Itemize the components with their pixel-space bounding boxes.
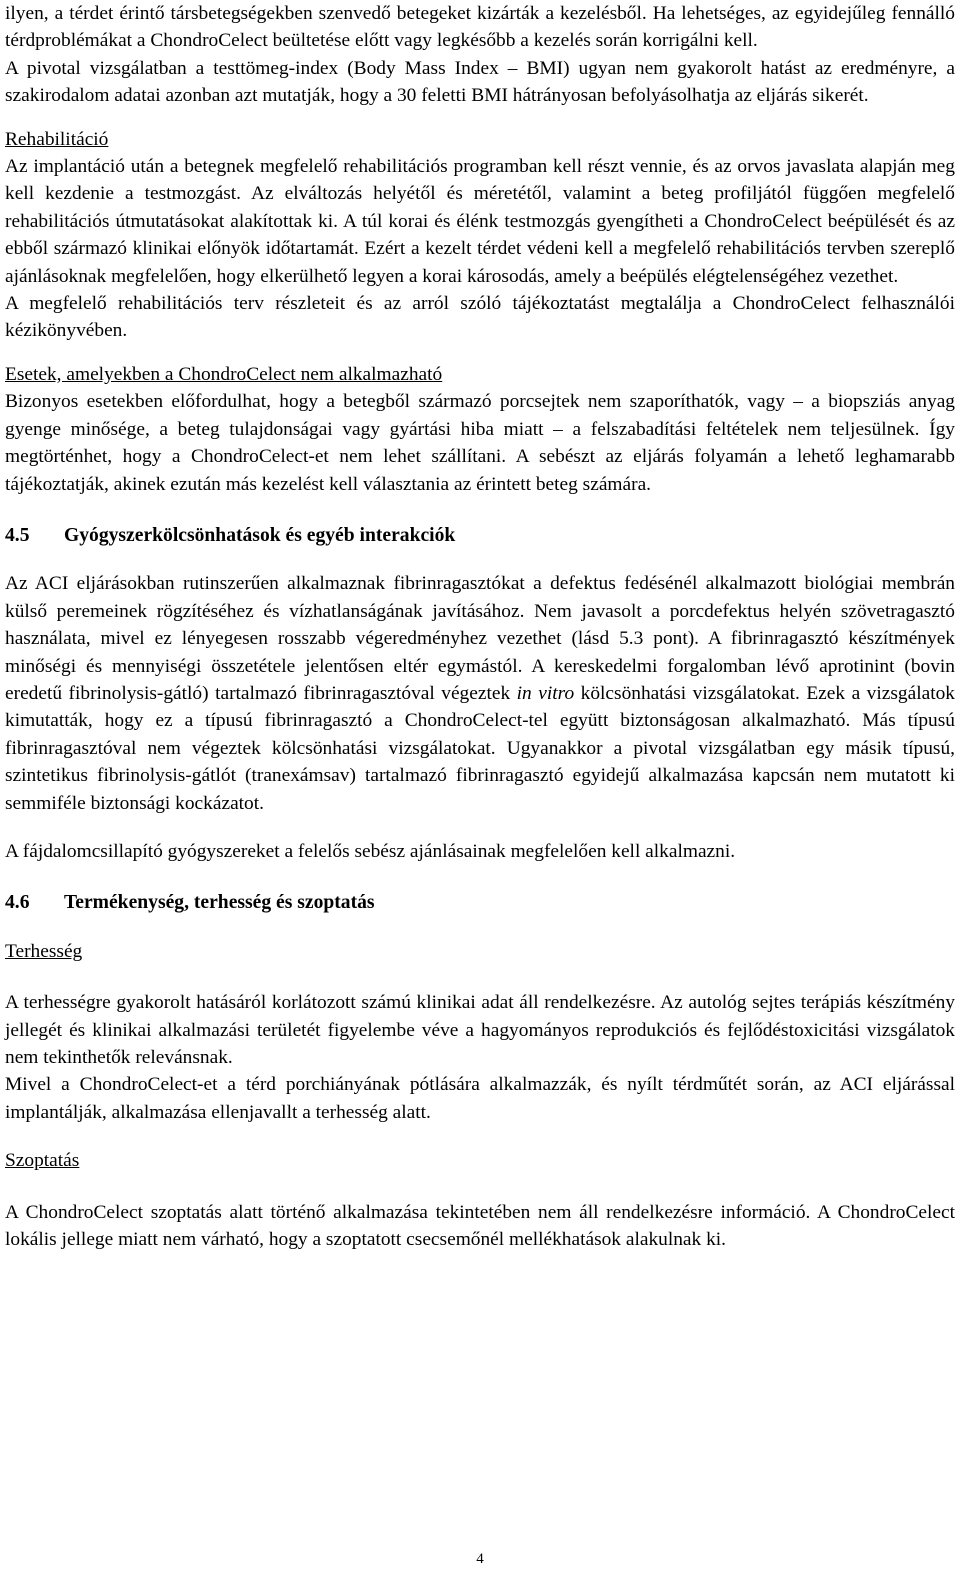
lactation-heading: Szoptatás	[5, 1150, 80, 1172]
section-4-5-text-a: Az ACI eljárásokban rutinszerűen alkalmaznak fibrinragasztókat a defektus fedésénél alkalmazott biológiai membrán külső peremeinek rögzítéséhez és vízhatlanságának javításához. Nem javasolt a porcdefektus helyén szövetragasztó használata, mivel ez lényegesen rosszabb végeredményhez vezethet (lásd 5.3 pont). A fibrinragasztó készítmények minőségi és mennyiségi összetétele jelentősen eltér egymástól. A kereskedelmi forgalomban lévő aprotinint (bovin eredetű fibrinolysis-gátló) tartalmazó fibrinragasztóval végeztek	[5, 573, 955, 704]
section-4-6-number: 4.6	[5, 892, 30, 914]
section-4-5-heading	[5, 522, 955, 549]
pregnancy-heading: Terhesség	[5, 940, 83, 962]
section-4-5-text-b: kölcsönhatási vizsgálatokat. Ezek a vizsgálatok kimutatták, hogy ez a típusú fibrinragasztó a ChondroCelect-tel együtt biztonságosan alkalmazható. Más típusú fibrinragasztóval nem végeztek kölcsönhatási vizsgálatokat. Ugyanakkor a pivotal vizsgálatban egy másik típusú, szintetikus fibrinolysis-gátlót (tranexámsav) tartalmazó fibrinragasztó egyidejű alkalmazása kapcsán nem mutatott ki semmiféle biztonsági kockázatot.	[5, 682, 955, 814]
section-4-5-number: 4.5	[5, 524, 30, 546]
document-page	[5, 0, 955, 1253]
in-vitro-term: in vitro	[516, 682, 575, 704]
intro-paragraph-bmi: A pivotal vizsgálatban a testtömeg-index (Body Mass Index – BMI) ugyan nem gyakorolt hatást az eredményre, a szakirodalom adatai azonban azt mutatják, hogy a 30 feletti BMI hátrányosan befolyásolhatja az eljárás sikerét.	[5, 57, 955, 107]
rehab-heading: Rehabilitáció	[5, 128, 109, 150]
section-4-6-title: Termékenység, terhesség és szoptatás	[64, 892, 375, 914]
section-4-6-heading	[5, 889, 955, 916]
rehab-paragraph-1: Az implantáció után a betegnek megfelelő rehabilitációs programban kell részt vennie, és az orvos javaslata alapján meg kell kezdenie a testmozgást. Az elváltozás helyétől és méretétől, valamint a beteg profiljától függően megfelelő rehabilitációs útmutatásokat alakítottak ki. A túl korai és élénk testmozgás gyengítheti a ChondroCelect beépülését és az ebből származó klinikai előnyök időtartamát. Ezért a kezelt térdet védeni kell a megfelelő rehabilitációs tervben szereplő ajánlásoknak megfelelően, hogy elkerülhető legyen a korai károsodás, amely a beépülés elégtelenségéhez vezethet.	[5, 156, 955, 287]
not-applicable-paragraph: Bizonyos esetekben előfordulhat, hogy a betegből származó porcsejtek nem szaporíthatók, vagy – a biopsziás anyag gyenge minősége, a beteg tulajdonságai vagy gyártási hiba miatt – a felszabadítási feltételek nem teljesülnek. Így megtörténhet, hogy a ChondroCelect-et nem lehet szállítani. A sebészt az eljárás folyamán a lehető leghamarabb tájékoztatják, akinek ezután más kezelést kell választania az érintett beteg számára.	[5, 391, 955, 495]
page-number: 4	[476, 1551, 484, 1567]
section-4-5-title: Gyógyszerkölcsönhatások és egyéb interakciók	[64, 524, 456, 546]
not-applicable-heading: Esetek, amelyekben a ChondroCelect nem alkalmazható	[5, 363, 443, 385]
pregnancy-paragraph-1: A terhességre gyakorolt hatásáról korlátozott számú klinikai adat áll rendelkezésre. Az autológ sejtes terápiás készítmény jellegét és klinikai alkalmazási területét figyelembe véve a hagyományos reprodukciós és fejlődéstoxicitási vizsgálatok nem tekinthetők relevánsnak.	[5, 992, 955, 1068]
section-4-5-paragraph-1	[5, 570, 955, 817]
rehab-paragraph-2: A megfelelő rehabilitációs terv részleteit és az arról szóló tájékoztatást megtalálja a ChondroCelect felhasználói kézikönyvében.	[5, 293, 955, 342]
pregnancy-paragraph-2: Mivel a ChondroCelect-et a térd porchiányának pótlására alkalmazzák, és nyílt térdműtét során, az ACI eljárással implantálják, alkalmazása ellenjavallt a terhesség alatt.	[5, 1074, 955, 1123]
lactation-paragraph: A ChondroCelect szoptatás alatt történő alkalmazása tekintetében nem áll rendelkezésre információ. A ChondroCelect lokális jellege miatt nem várható, hogy a szoptatott csecsemőnél mellékhatások alakulnak ki.	[5, 1201, 955, 1251]
intro-paragraph-continued: ilyen, a térdet érintő társbetegségekben szenvedő betegeket kizárták a kezelésből. Ha lehetséges, az egyidejűleg fennálló térdproblémákat a ChondroCelect beültetése előtt vagy legkésőbb a kezelés során korrigálni kell.	[5, 3, 955, 52]
section-4-5-paragraph-2: A fájdalomcsillapító gyógyszereket a felelős sebész ajánlásainak megfelelően kell alkalmazni.	[5, 840, 736, 862]
